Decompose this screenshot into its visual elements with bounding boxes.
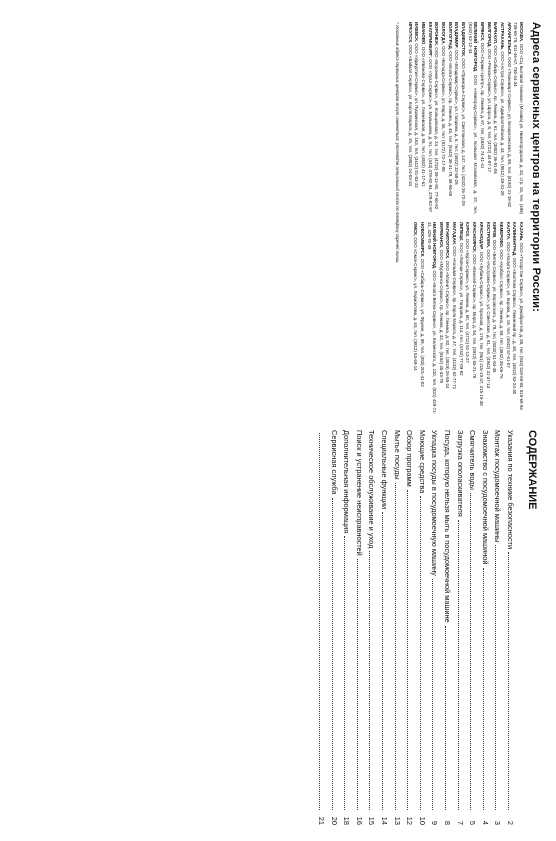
service-center-city: НИЖНИЙ НОВГОРОД <box>432 222 438 268</box>
toc-item[interactable] <box>365 430 378 825</box>
service-center-city: МАГАДАН <box>452 222 458 244</box>
service-center-city: ЕКАТЕРИНБУРГ <box>427 22 433 57</box>
toc-item[interactable] <box>377 430 390 825</box>
toc-item[interactable] <box>415 430 428 825</box>
service-center-address: ООО «Сервис-Центр», пр. Ленина, д. 67, тел. (4832) 74-41-41 <box>480 42 486 169</box>
service-center-city: ИЖЕВСК <box>414 22 420 41</box>
toc-dot-leader <box>432 579 433 810</box>
toc-list <box>315 430 517 825</box>
service-center-address: ООО «Липецк-Сервис», ул. Гагарина, д. 114, тел. (4742) 77-09-82 <box>458 242 464 376</box>
service-center-address: ООО «Кубань-Сервис», ул. Красная, д. 176, тел. (861) 215-19-37, 215-19-38 <box>478 251 484 406</box>
service-center-entry: МУРМАНСК, ООО «Мурманск-Сервис», пр. Ленина, д. 32, тел. (8152) 45-33-78 <box>438 222 444 383</box>
service-center-city: КАЗАНЬ <box>519 222 524 241</box>
toc-item[interactable] <box>466 430 479 825</box>
toc-item-page: 18 <box>342 816 352 825</box>
service-center-entry: ВЛАДИМИР, ООО «Владимир-Сервис», ул. Гагарина, д. 5, тел. (4922) 32-58-28 <box>454 22 460 185</box>
service-center-entry: КРАСНОДАР, ООО «Кубань-Сервис», ул. Красная, д. 176, тел. (861) 215-19-37, 215-19-38 <box>478 222 484 406</box>
service-centers-heading: Адреса сервисных центров на территории России: <box>530 22 542 313</box>
service-center-address: ООО «Урал-Сервис», ул. Малышева, д. 51, тел. (343) 378-82-94, 378-82-97 <box>427 59 433 213</box>
service-center-entry: КЕМЕРОВО, ООО «Кузбасс-Сервис», пр. Ленина, д. 59, тел. (3842) 35-06-76 <box>498 222 504 379</box>
toc-item[interactable] <box>440 430 453 825</box>
service-center-entry: ИРКУТСК, ООО «Байкал-Сервис», ул. Карла Маркса, д. 15, тел. (3952) 24-03-34 <box>407 22 413 187</box>
service-center-city: КУРСК <box>465 222 471 237</box>
service-center-entry: НИЖНИЙ НОВГОРОД, ООО «Волго-Вятка-Сервис», ул. Белинского, д. 110, тел. (831) 428-71-31, 428-70-49 <box>426 222 438 414</box>
toc-item[interactable] <box>503 430 516 825</box>
toc-item-page: 3 <box>493 820 503 825</box>
service-center-address: ООО «СЦ Бытовая техника» (Москва) ул. Нижегородская, д. 32, стр. 15, тел. (495) 739-65-79, 911-46-67, 730-44-34 <box>513 22 524 214</box>
service-center-address: ООО «Байкал-Сервис», ул. Карла Маркса, д. 15, тел. (3952) 24-03-34 <box>407 44 413 187</box>
toc-item[interactable] <box>428 430 441 825</box>
toc-item[interactable] <box>453 430 466 825</box>
service-center-city: ИРКУТСК <box>407 22 413 43</box>
toc-item-page: 12 <box>405 816 415 825</box>
toc-item-label: Укладка посуды в посудомоечную машину <box>430 430 440 576</box>
service-center-entry: ЕКАТЕРИНБУРГ, ООО «Урал-Сервис», ул. Малышева, д. 51, тел. (343) 378-82-94, 378-82-97 <box>427 22 433 213</box>
service-center-entry: ВОЛГОГРАД, ООО «Волга-Сервис», пр. Ленина, д. 45, тел. (8442) 38-31-79, 38-86-60 <box>447 22 453 197</box>
toc-item-page: 9 <box>430 820 440 825</box>
service-center-entry: АРХАНГЕЛЬСК, ООО «Техномарт-Сервис», ул. Воскресенская, д. 99, тел. (8182) 21-18-82 <box>506 22 512 208</box>
toc-item-page: 13 <box>392 816 402 825</box>
service-center-entry: ИЖЕВСК, ООО «Удмуртия-Сервис», ул. Пушкинская, д. 163, тел. (3412) 51-03-22 <box>414 22 420 188</box>
service-center-entry: КИРОВ, ООО «Вятка-Сервис», ул. Воровского, д. 78, тел. (8332) 51-84-45 <box>492 222 498 373</box>
service-center-entry: ВЛАДИВОСТОК, ООО «Приморье-Сервис», ул. Светланская, д. 147, тел. (4232) 26-72-29 <box>461 22 467 206</box>
toc-item-page: 4 <box>480 820 490 825</box>
toc-item-page: 14 <box>380 816 390 825</box>
service-center-entry: НОВОСИБИРСК, ООО «Сибирь-Сервис», ул. Фрунзе, д. 88, тел. (383) 201-41-02 <box>419 222 425 387</box>
service-centers-footnote: * Указанные адреса сервисных центров могут изменяться; уточняйте актуальный список по телефону горячей линии. <box>395 22 400 264</box>
service-center-entry: КАЗАНЬ, ООО «Татарстан-Сервис», ул. Декабристов, д. 85, тел. (843) 518-68-83, 518-68-84 <box>519 222 524 410</box>
toc-title: СОДЕРЖАНИЕ <box>526 430 538 510</box>
toc-item-label: Техническое обслуживание и уход <box>367 430 377 549</box>
service-center-address: ООО «Приморье-Сервис», ул. Светланская, д. 147, тел. (4232) 26-72-29 <box>461 58 467 206</box>
toc-item-label: Сервисная служба <box>329 430 339 495</box>
service-center-address: ООО «Курск-Сервис», ул. Ленина, д. 60, тел. (4712) 51-13-27 <box>465 238 471 363</box>
toc-dot-leader <box>458 520 459 810</box>
toc-dot-leader <box>445 626 446 810</box>
service-center-address: ООО «Калуга-Сервис», ул. Кирова, д. 19, тел. (4842) 57-61-07 <box>505 241 511 368</box>
service-center-city: БЕЛГОРОД <box>486 22 492 47</box>
service-center-entry: КАЛИНИНГРАД, ООО «Балтика-Сервис», Ленинский пр., д. 30, тел. (4012) 53-24-30 <box>512 222 518 395</box>
toc-dot-leader <box>407 490 408 810</box>
service-center-address: ООО «Воронеж-Сервис», ул. Кольцовская, д. 24, тел. (4732) 39-12-92, 77-60-82 <box>434 47 440 210</box>
service-center-address: ООО «Кузбасс-Сервис», пр. Ленина, д. 59, тел. (3842) 35-06-76 <box>498 249 504 379</box>
service-center-address: ООО «Удмуртия-Сервис», ул. Пушкинская, д. 163, тел. (3412) 51-03-22 <box>414 43 420 188</box>
toc-item[interactable] <box>315 430 328 825</box>
toc-item[interactable] <box>491 430 504 825</box>
service-center-city: КРАСНОДАР <box>478 222 484 250</box>
toc-item[interactable] <box>403 430 416 825</box>
service-center-entry: ВОЛОГДА, ООО «Вологда-Сервис», ул. Мира, д. 36, тел. (8172) 72-17-85 <box>441 22 447 172</box>
table-of-contents <box>14 430 542 825</box>
service-center-address: ООО «Сибирь-Сервис», ул. Фрунзе, д. 88, тел. (383) 201-41-02 <box>419 258 425 387</box>
service-center-entry: МАГНИТОГОРСК, ООО «Магнит-Сервис», пр. Ленина, д. 82, тел. (3519) 26-55-24 <box>445 222 451 389</box>
toc-item-label: Монтаж посудомоечной машины <box>493 430 503 543</box>
toc-item[interactable] <box>352 430 365 825</box>
service-center-address: ООО «Техномарт-Сервис», ул. Воскресенская, д. 99, тел. (8182) 21-18-82 <box>506 57 512 208</box>
service-center-address: ООО «Волго-Вятка-Сервис», ул. Белинского, д. 110, тел. (831) 428-71-31, 428-70-49 <box>426 222 438 414</box>
toc-item-label: Посуда, которую нельзя мыть в посудомоечной машине <box>443 430 453 623</box>
service-center-entry: БРЯНСК, ООО «Сервис-Центр», пр. Ленина, д. 67, тел. (4832) 74-41-41 <box>480 22 486 169</box>
toc-item-label: Специальные функции <box>380 430 390 510</box>
service-center-address: ООО «Вятка-Сервис», ул. Воровского, д. 78, тел. (8332) 51-84-45 <box>492 239 498 373</box>
service-center-city: ВОЛОГДА <box>441 22 447 44</box>
service-center-address: ООО «Сибирь-Сервис», пр. Ленина, д. 61, тел. (3852) 36-81-06 <box>493 45 499 174</box>
toc-item-label: Дополнительная информация <box>342 430 352 534</box>
service-center-entry: КУРСК, ООО «Курск-Сервис», ул. Ленина, д. 60, тел. (4712) 51-13-27 <box>465 222 471 363</box>
toc-item[interactable] <box>390 430 403 825</box>
toc-item[interactable] <box>340 430 353 825</box>
toc-item-label: Обзор программ <box>405 430 415 487</box>
toc-item-page: 10 <box>417 816 427 825</box>
service-center-city: МАГНИТОГОРСК <box>445 222 451 259</box>
service-center-city: ВОРОНЕЖ <box>434 22 440 45</box>
toc-dot-leader <box>319 433 320 810</box>
service-center-address: ООО «Вологда-Сервис», ул. Мира, д. 36, тел. (8172) 72-17-85 <box>441 46 447 172</box>
toc-dot-leader <box>508 552 509 810</box>
service-center-address: ООО «Омск-Сервис», ул. Лермонтова, д. 63, тел. (3812) 53-69-14 <box>413 237 419 371</box>
service-center-entry: ВЕЛИКИЙ НОВГОРОД, ООО «Новгород-Сервис», ул. Большая Московская, д. 37, тел. (8162) 62-12-43 <box>467 22 479 214</box>
toc-item-page: 16 <box>354 816 364 825</box>
toc-dot-leader <box>344 536 345 810</box>
toc-item-page: 2 <box>506 820 515 825</box>
service-center-address: ООО «Волга-Сервис», пр. Ленина, д. 45, тел. (8442) 38-31-79, 38-86-60 <box>447 51 453 197</box>
toc-dot-leader <box>357 559 358 810</box>
toc-item-page: 21 <box>317 816 327 825</box>
service-center-city: ВЛАДИВОСТОК <box>461 22 467 56</box>
toc-item-page: 7 <box>455 820 465 825</box>
service-center-city: ВОЛГОГРАД <box>447 22 453 49</box>
service-center-entry: БЕЛГОРОД, ООО «Регион-Сервис», ул. Щорса, д. 8, тел. (4722) 34-87-17 <box>486 22 492 173</box>
service-center-city: БРЯНСК <box>480 22 486 41</box>
service-center-address: ООО «Татарстан-Сервис», ул. Декабристов, д. 85, тел. (843) 518-68-83, 518-68-84 <box>519 242 524 410</box>
service-center-city: КОСТРОМА <box>485 222 491 247</box>
service-center-entry: ЛИПЕЦК, ООО «Липецк-Сервис», ул. Гагарина, д. 114, тел. (4742) 77-09-82 <box>458 222 464 376</box>
service-center-entry: ИВАНОВО, ООО «Иваново-Сервис», ул. Лежневская, д. 55, тел. (4932) 41-17-61 <box>421 22 427 187</box>
service-center-city: АРХАНГЕЛЬСК <box>506 22 512 55</box>
service-center-entry: ОМСК, ООО «Омск-Сервис», ул. Лермонтова, д. 63, тел. (3812) 53-69-14 <box>413 222 419 371</box>
toc-item-label: Поиск и устранение неисправностей <box>354 430 364 556</box>
service-center-entry: КАЛУГА, ООО «Калуга-Сервис», ул. Кирова, д. 19, тел. (4842) 57-61-07 <box>505 222 511 368</box>
toc-item-label: Знакомство с посудомоечной машиной <box>480 430 490 565</box>
service-center-city: КИРОВ <box>492 222 498 238</box>
toc-item-page: 15 <box>367 816 377 825</box>
service-center-city: ОМСК <box>413 222 419 235</box>
service-center-entry: ВОРОНЕЖ, ООО «Воронеж-Сервис», ул. Кольцовская, д. 24, тел. (4732) 39-12-92, 77-60-82 <box>434 22 440 210</box>
service-center-city: ЛИПЕЦК <box>458 222 464 241</box>
toc-dot-leader <box>369 551 370 810</box>
service-centers-section <box>14 22 542 414</box>
service-center-address: ООО «Енисей-Сервис», пр. Мира, д. 94, тел. (3912) 65-21-78 <box>472 254 478 379</box>
service-center-city: ИВАНОВО <box>421 22 427 45</box>
toc-item-label: Мытье посуды <box>392 430 402 480</box>
service-center-city: НОВОСИБИРСК <box>419 222 425 257</box>
toc-dot-leader <box>332 498 333 810</box>
service-center-address: ООО «Магнит-Сервис», пр. Ленина, д. 82, тел. (3519) 26-55-24 <box>445 260 451 389</box>
toc-item-label: Загрузка ополаскивателя <box>455 430 465 517</box>
service-center-address: ООО «Колыма-Сервис», пр. Карла Маркса, д. 47, тел. (4132) 62-77-71 <box>452 246 458 390</box>
toc-item-page: 20 <box>329 816 339 825</box>
service-center-city: АСТРАХАНЬ <box>500 22 506 49</box>
service-center-address: ООО «Астра-Сервис», ул. Адмиралтейская, д. 43, тел. (8512) 39-31-28 <box>500 51 506 196</box>
service-center-entry: АСТРАХАНЬ, ООО «Астра-Сервис», ул. Адмиралтейская, д. 43, тел. (8512) 39-31-28 <box>500 22 506 196</box>
service-center-address: ООО «Иваново-Сервис», ул. Лежневская, д. 55, тел. (4932) 41-17-61 <box>421 46 427 187</box>
service-center-entry: КОСТРОМА, ООО «Кострома-Сервис», ул. Советская, д. 81, тел. (4942) 31-37-13 <box>485 222 491 389</box>
service-center-city: КРАСНОЯРСК <box>472 222 478 252</box>
toc-item[interactable] <box>478 430 491 825</box>
toc-dot-leader <box>470 493 471 810</box>
service-center-entry: МАГАДАН, ООО «Колыма-Сервис», пр. Карла Маркса, д. 47, тел. (4132) 62-77-71 <box>452 222 458 390</box>
toc-item-page: 5 <box>468 820 478 825</box>
service-center-city: МУРМАНСК <box>438 222 444 248</box>
toc-item-page: 8 <box>443 820 453 825</box>
service-center-city: ВЕЛИКИЙ НОВГОРОД <box>473 22 479 72</box>
toc-dot-leader <box>420 496 421 810</box>
service-center-address: ООО «Владимир-Сервис», ул. Гагарина, д. 5, тел. (4922) 32-58-28 <box>454 49 460 185</box>
service-center-city: КЕМЕРОВО <box>498 222 504 247</box>
toc-item[interactable] <box>327 430 340 825</box>
toc-dot-leader <box>495 545 496 810</box>
service-centers-column <box>406 222 524 414</box>
toc-item-label: Смягчитель воды <box>468 430 478 490</box>
service-center-address: ООО «Новгород-Сервис», ул. Большая Московская, д. 37, тел. (8162) 62-12-43 <box>467 22 479 214</box>
service-center-entry: БАРНАУЛ, ООО «Сибирь-Сервис», пр. Ленина, д. 61, тел. (3852) 36-81-06 <box>493 22 499 174</box>
service-center-address: ООО «Мурманск-Сервис», пр. Ленина, д. 32, тел. (8152) 45-33-78 <box>438 249 444 383</box>
service-center-city: ВЛАДИМИР <box>454 22 460 48</box>
service-center-address: ООО «Балтика-Сервис», Ленинский пр., д. 30, тел. (4012) 53-24-30 <box>512 257 518 395</box>
toc-item-label: Моющие средства <box>417 430 427 494</box>
service-center-entry: КРАСНОЯРСК, ООО «Енисей-Сервис», пр. Мира, д. 94, тел. (3912) 65-21-78 <box>472 222 478 379</box>
toc-dot-leader <box>382 512 383 810</box>
service-center-entry: МОСКВА, ООО «СЦ Бытовая техника» (Москва) ул. Нижегородская, д. 32, стр. 15, тел. (495) 739-65-79, 911-46-67, 730-44-34 <box>513 22 524 214</box>
service-center-city: КАЛУГА <box>505 222 511 240</box>
service-center-city: МОСКВА <box>519 22 524 42</box>
toc-item-label: Указания по технике безопасности <box>506 430 515 550</box>
service-centers-column <box>406 22 524 214</box>
service-centers-columns <box>406 22 524 414</box>
service-center-city: БАРНАУЛ <box>493 22 499 43</box>
toc-dot-leader <box>395 483 396 810</box>
service-center-address: ООО «Кострома-Сервис», ул. Советская, д. 81, тел. (4942) 31-37-13 <box>485 249 491 389</box>
service-center-address: ООО «Регион-Сервис», ул. Щорса, д. 8, тел. (4722) 34-87-17 <box>486 48 492 173</box>
service-center-city: КАЛИНИНГРАД <box>512 222 518 256</box>
toc-dot-leader <box>483 568 484 810</box>
